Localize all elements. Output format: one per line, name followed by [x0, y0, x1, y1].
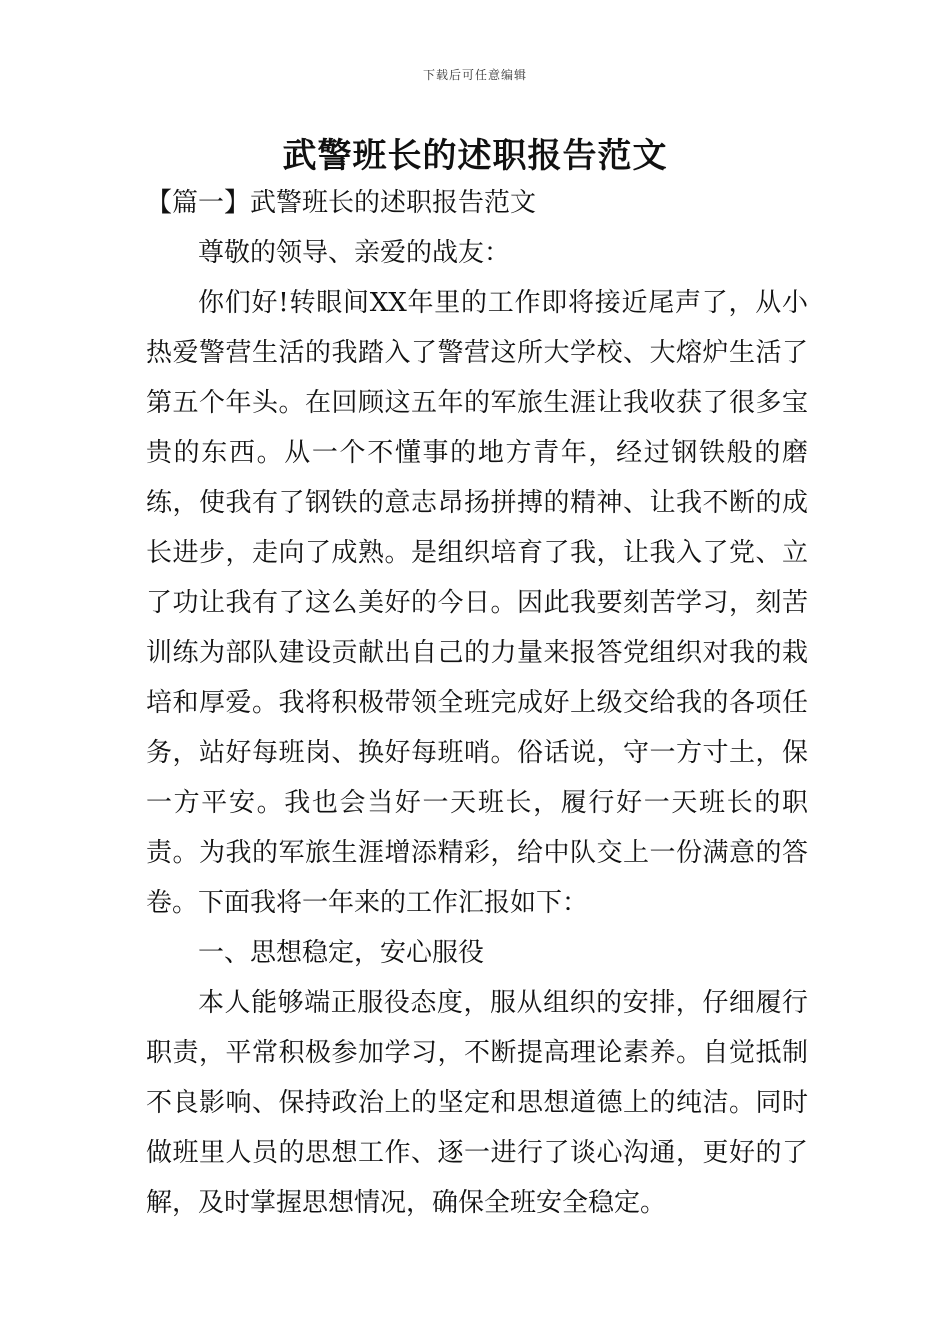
section-heading: 【篇一】武警班长的述职报告范文: [146, 188, 537, 218]
body-paragraph: 你们好!转眼间XX年里的工作即将接近尾声了，从小热爱警营生活的我踏入了警营这所大学校、大熔炉生活了第五个年头。在回顾这五年的军旅生涯让我收获了很多宝贵的东西。从一个不懂事的地方青年，经过钢铁般的磨练，使我有了钢铁的意志昂扬拼搏的精神、让我不断的成长进步，走向了成熟。是组织培育了我，让我入了党、立了功让我有了这么美好的今日。因此我要刻苦学习，刻苦训练为部队建设贡献出自己的力量来报答党组织对我的栽培和厚爱。我将积极带领全班完成好上级交给我的各项任务，站好每班岗、换好每班哨。俗话说，守一方寸土，保一方平安。我也会当好一天班长，履行好一天班长的职责。为我的军旅生涯增添精彩，给中队交上一份满意的答卷。下面我将一年来的工作汇报如下：: [146, 288, 808, 918]
document-title: 武警班长的述职报告范文: [282, 136, 668, 176]
header-note: 下载后可任意编辑: [422, 68, 527, 82]
document-body: [146, 178, 808, 1228]
salutation-paragraph: 尊敬的领导、亲爱的战友：: [198, 238, 511, 268]
body-paragraph: 本人能够端正服役态度，服从组织的安排，仔细履行职责，平常积极参加学习，不断提高理论素养。自觉抵制不良影响、保持政治上的坚定和思想道德上的纯洁。同时做班里人员的思想工作、逐一进行了谈心沟通，更好的了解，及时掌握思想情况，确保全班安全稳定。: [146, 988, 808, 1218]
subsection-heading: 一、思想稳定，安心服役: [198, 938, 485, 968]
